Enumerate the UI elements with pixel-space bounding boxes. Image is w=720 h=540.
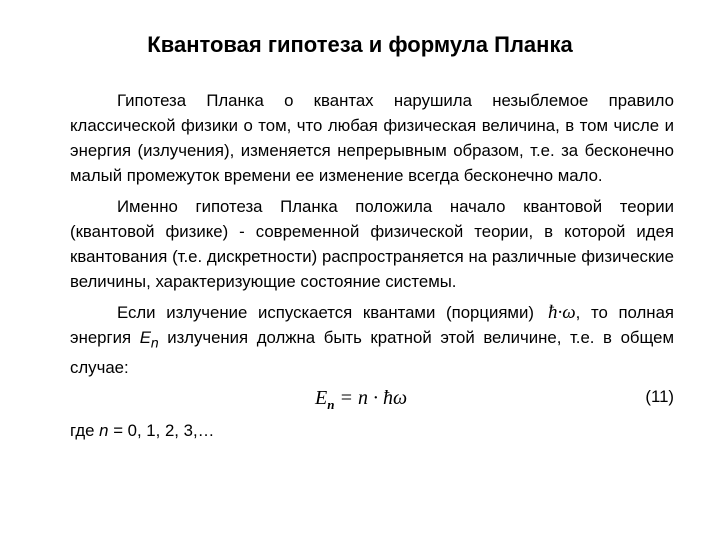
equation-number: (11) [645,387,674,407]
quantum-formula: ħ·ω [547,302,576,323]
equation-row [70,384,674,414]
paragraph-quantum-theory: Именно гипотеза Планка положила начало квантовой теории (квантовой физике) - современной физической теории, в которой идея квантования (т.е. дискретности) распространяется на различные физические величины, характеризующие состояние системы. [70,197,674,291]
where-values: = 0, 1, 2, 3,… [113,421,215,441]
energy-equation: $E_n = n$ · ħω [315,387,408,413]
where-variable: n [99,421,109,441]
energy-symbol: $E_n$ [139,328,159,351]
where-line: где n = 0, 1, 2, 3,… [70,421,215,441]
para3-text-middle: , то полная энергия [70,303,674,347]
para3-text-after: излучения должна быть кратной этой величине, т.е. в общем случае: [70,328,674,378]
slide-body [70,88,674,443]
para3-text-before: Если излучение испускается квантами (порциями) [117,303,534,322]
paragraph-planck-hypothesis: Гипотеза Планка о квантах нарушила незыблемое правило классической физики о том, что любая физическая величина, в том числе и энергия (излучения), изменяется непрерывным образом, т.е. за бесконечно малый промежуток времени ее изменение всегда бесконечно мало. [70,91,674,185]
paragraph-radiation-quanta [70,300,674,380]
slide-title: Квантовая гипотеза и формула Планка [147,32,573,57]
